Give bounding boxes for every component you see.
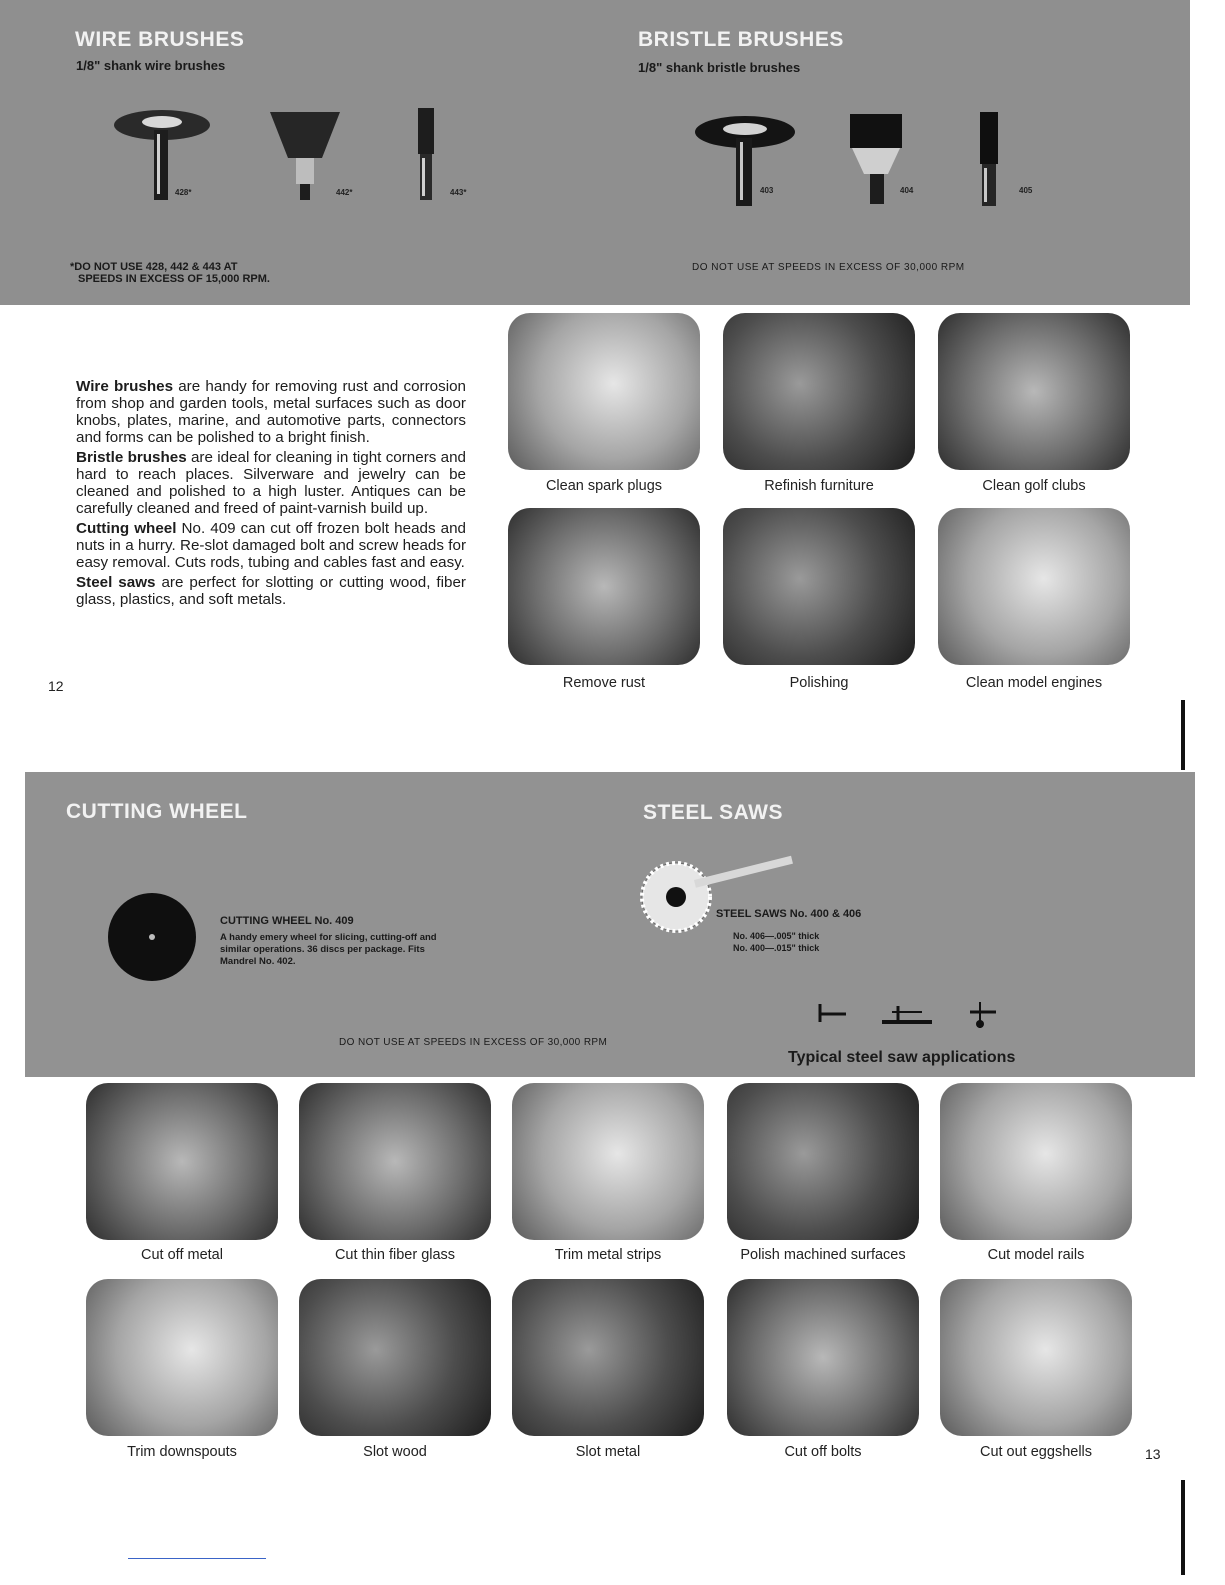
steel-saws-label: STEEL SAWS No. 400 & 406 [716, 908, 862, 920]
caption-slot-wood: Slot wood [363, 1444, 427, 1460]
cutting-wheel-paragraph: Cutting wheel No. 409 can cut off frozen bolt heads and nuts in a hurry. Re-slot damaged bolt and screw heads for easy removal. Cuts rods, tubing and cables fast and easy. [76, 520, 466, 571]
steel-saws-spec2: No. 400—.015" thick [733, 943, 820, 953]
caption-cut-off-bolts: Cut off bolts [784, 1444, 862, 1460]
photo-refinish-furniture [723, 313, 915, 470]
part-number-403: 403 [760, 186, 774, 195]
page-edge-marker-bottom [1181, 1480, 1185, 1575]
wire-brushes-paragraph: Wire brushes are handy for removing rust and corrosion from shop and garden tools, metal surfaces such as door knobs, plates, marine, and automotive parts, connectors and forms can be polished to a bright finish. [76, 378, 466, 446]
photo-remove-rust [508, 508, 700, 665]
bristle-brushes-paragraph: Bristle brushes are ideal for cleaning in tight corners and hard to reach places. Silverware and jewelry can be cleaned and polished to a high luster. Antiques can be carefully cleaned and freed of paint-varnish build up. [76, 449, 466, 517]
caption-trim-metal-strips: Trim metal strips [554, 1247, 662, 1263]
caption-clean-model-engines: Clean model engines [965, 675, 1103, 691]
photo-cut-thin-fiber-glass [299, 1083, 491, 1240]
caption-cut-out-eggshells: Cut out eggshells [979, 1444, 1093, 1460]
wire-speed-note-line2: SPEEDS IN EXCESS OF 15,000 RPM. [78, 273, 270, 285]
photo-trim-metal-strips [512, 1083, 704, 1240]
wire-brushes-subtitle: 1/8" shank wire brushes [76, 58, 226, 73]
bristle-brushes-title: BRISTLE BRUSHES [638, 28, 844, 51]
part-number-405: 405 [1019, 186, 1033, 195]
photo-cut-out-eggshells [940, 1279, 1132, 1436]
wire-cup-brush-icon [270, 112, 340, 200]
part-number-404: 404 [900, 186, 914, 195]
cutting-wheel-speed-note: DO NOT USE AT SPEEDS IN EXCESS OF 30,000 RPM [339, 1037, 608, 1048]
page-number-left: 12 [48, 678, 64, 694]
bottom-link-rule [128, 1558, 266, 1559]
saw-application-icon-1 [820, 1004, 846, 1022]
caption-clean-golf-clubs: Clean golf clubs [982, 478, 1086, 494]
steel-saws-title: STEEL SAWS [643, 801, 783, 824]
photo-clean-model-engines [938, 508, 1130, 665]
photo-cut-off-metal [86, 1083, 278, 1240]
caption-cut-off-metal: Cut off metal [141, 1247, 223, 1263]
wire-speed-note-line1: *DO NOT USE 428, 442 & 443 AT [70, 261, 238, 273]
wire-brush-illustrations [100, 100, 520, 220]
caption-trim-downspouts: Trim downspouts [127, 1444, 237, 1460]
saw-application-icon-3 [970, 1002, 996, 1028]
photo-cut-model-rails [940, 1083, 1132, 1240]
bristle-end-brush-icon [980, 112, 998, 206]
steel-saw-application-diagrams [812, 998, 1012, 1034]
part-number-443: 443* [450, 188, 467, 197]
bristle-brushes-subtitle: 1/8" shank bristle brushes [638, 60, 801, 75]
caption-refinish-furniture: Refinish furniture [764, 478, 874, 494]
saw-application-icon-2 [882, 1006, 932, 1024]
bristle-wheel-brush-icon [695, 116, 795, 206]
cutting-wheel-label: CUTTING WHEEL No. 409 [220, 915, 354, 927]
photo-slot-metal [512, 1279, 704, 1436]
cutting-wheel-disc-icon [105, 890, 205, 990]
photo-polishing [723, 508, 915, 665]
caption-slot-metal: Slot metal [575, 1444, 641, 1460]
photo-slot-wood [299, 1279, 491, 1436]
caption-cut-model-rails: Cut model rails [987, 1247, 1085, 1263]
bristle-cup-brush-icon [850, 114, 902, 204]
photo-clean-golf-clubs [938, 313, 1130, 470]
caption-polishing: Polishing [789, 675, 849, 691]
bristle-speed-note: DO NOT USE AT SPEEDS IN EXCESS OF 30,000 RPM [692, 262, 965, 273]
cutting-wheel-desc-line2: similar operations. 36 discs per package. Fits [220, 944, 425, 955]
caption-cut-thin-fiber-glass: Cut thin fiber glass [334, 1247, 456, 1263]
photo-clean-spark-plugs [508, 313, 700, 470]
photo-cut-off-bolts [727, 1279, 919, 1436]
cutting-wheel-desc-line3: Mandrel No. 402. [220, 956, 296, 967]
page-edge-marker-top [1181, 700, 1185, 770]
wire-brushes-title: WIRE BRUSHES [75, 28, 245, 51]
steel-saws-spec1: No. 406—.005" thick [733, 931, 820, 941]
wire-end-brush-icon [418, 108, 434, 200]
photo-trim-downspouts [86, 1279, 278, 1436]
wire-wheel-brush-icon [114, 110, 210, 200]
steel-saw-applications-label: Typical steel saw applications [788, 1049, 1016, 1066]
cutting-wheel-desc-line1: A handy emery wheel for slicing, cutting-off and [220, 932, 437, 943]
photo-polish-machined-surfaces [727, 1083, 919, 1240]
part-number-428: 428* [175, 188, 192, 197]
part-number-442: 442* [336, 188, 353, 197]
page-number-right: 13 [1145, 1446, 1161, 1462]
bristle-brush-illustrations [690, 108, 1070, 218]
steel-saws-paragraph: Steel saws are perfect for slotting or cutting wood, fiber glass, plastics, and soft metals. [76, 574, 466, 608]
caption-polish-machined-surfaces: Polish machined surfaces [740, 1247, 906, 1263]
caption-remove-rust: Remove rust [562, 675, 646, 691]
caption-clean-spark-plugs: Clean spark plugs [545, 478, 663, 494]
description-text [76, 378, 466, 611]
cutting-wheel-title: CUTTING WHEEL [66, 800, 248, 823]
